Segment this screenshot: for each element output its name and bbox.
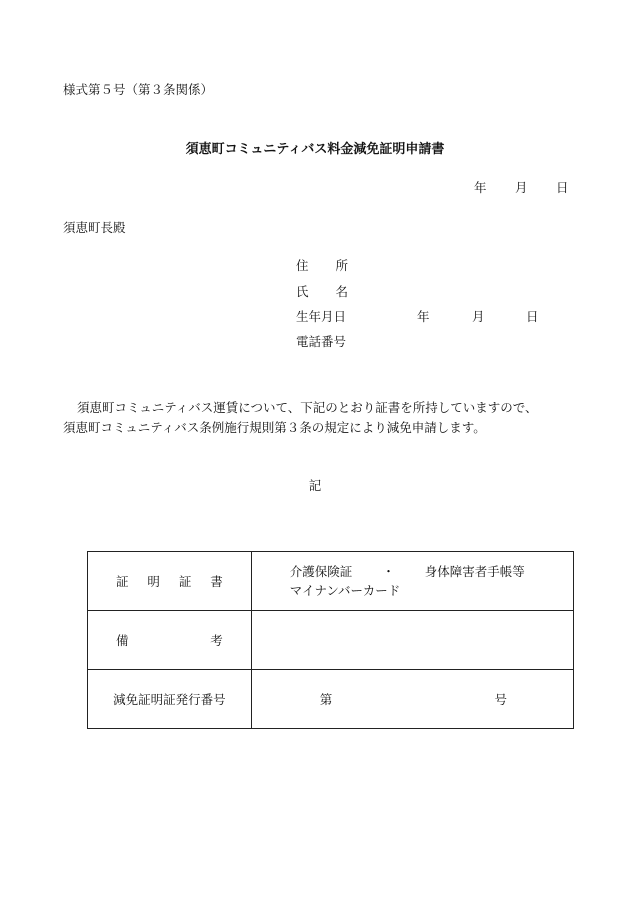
certificate-options-line-2 [252,581,573,600]
certificate-table [87,551,574,729]
address-label [296,256,348,274]
certificate-options-line-1 [252,562,573,581]
certificate-label-char: 書 [210,574,223,589]
certificate-label [88,572,251,590]
name-label [296,282,348,300]
date-month-label: 月 [515,180,528,195]
table-row-remarks [88,611,574,670]
form-number: 様式第５号（第３条関係） [63,82,214,97]
issue-number-prefix: 第 [319,692,333,707]
birthdate-label: 生年月日 [296,309,347,324]
remarks-value-cell [251,611,573,670]
addressee: 須恵町長殿 [63,220,126,235]
date-day-label: 日 [556,180,569,195]
address-label-char-1: 住 [296,258,309,273]
issue-number-label-cell [88,670,252,729]
table-row-certificate [88,552,574,611]
address-label-char-2: 所 [335,258,349,273]
request-statement-line-2: 須恵町コミュニティバス条例施行規則第３条の規定により減免申請します。 [63,420,486,435]
table-row-issue-number [88,670,574,729]
issue-number-suffix: 号 [494,692,507,707]
date-year-label: 年 [474,180,487,195]
certificate-label-cell [88,552,252,611]
option-separator: ・ [382,564,395,579]
issue-number-value [252,690,573,708]
remarks-label-cell [88,611,252,670]
name-label-char-2: 名 [335,284,349,299]
remarks-label [88,631,251,649]
request-statement [63,398,583,438]
birth-month-label: 月 [472,309,485,324]
certificate-options-cell [251,552,573,611]
certificate-label-char: 証 [178,574,192,589]
remarks-label-char: 考 [210,633,223,648]
ki-heading: 記 [308,478,322,493]
phone-label: 電話番号 [296,334,347,349]
birth-year-label: 年 [417,309,430,324]
issue-number-label: 減免証明証発行番号 [113,692,226,707]
issue-number-value-cell [251,670,573,729]
certificate-label-char: 明 [147,574,160,589]
birth-day-label: 日 [526,309,539,324]
name-label-char-1: 氏 [296,284,309,299]
option-disability-handbook: 身体障害者手帳等 [424,564,525,579]
option-care-insurance: 介護保険証 [289,564,353,579]
request-statement-line-1: 須恵町コミュニティバス運賃について、下記のとおり証書を所持していますので、 [77,400,538,415]
document-title: 須恵町コミュニティバス料金減免証明申請書 [185,142,445,157]
certificate-label-char: 証 [116,574,129,589]
remarks-label-char: 備 [116,633,129,648]
option-my-number-card: マイナンバーカード [289,583,401,598]
